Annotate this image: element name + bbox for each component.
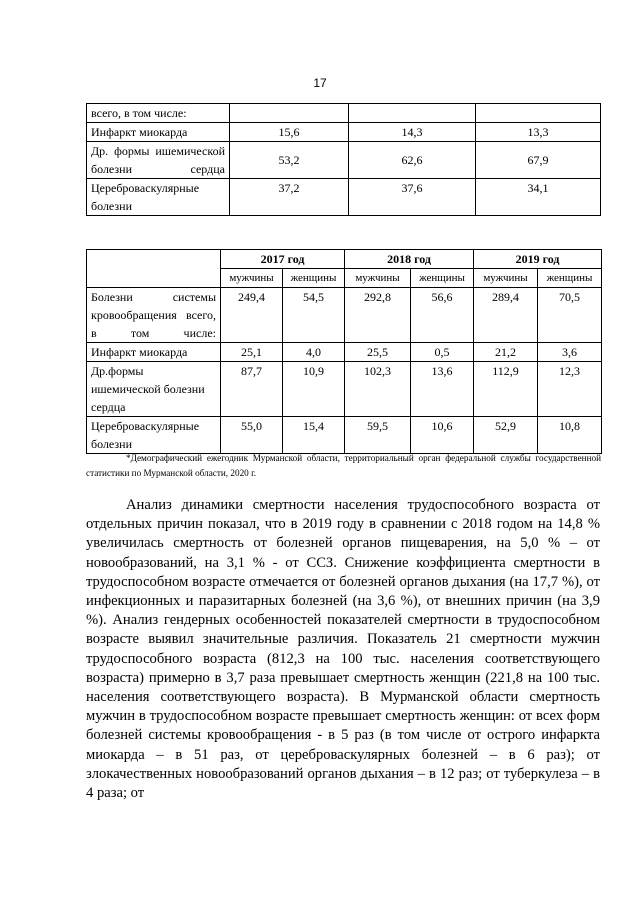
table-cell: 13,3	[476, 123, 601, 142]
sex-header: женщины	[538, 269, 602, 288]
table-cell: 3,6	[538, 343, 602, 362]
mortality-table-top	[86, 103, 601, 216]
table-cell: 59,5	[345, 417, 411, 454]
empty-header-cell	[87, 250, 221, 288]
mortality-table-by-sex	[86, 249, 602, 454]
table-cell: 14,3	[349, 123, 476, 142]
table-row	[87, 362, 602, 417]
table-cell: 10,8	[538, 417, 602, 454]
row-label: всего, в том числе:	[87, 104, 230, 123]
table-cell	[230, 104, 349, 123]
year-header: 2018 год	[345, 250, 474, 269]
sex-header: женщины	[411, 269, 474, 288]
table-cell: 15,6	[230, 123, 349, 142]
table-cell: 53,2	[230, 142, 349, 179]
table-cell: 25,5	[345, 343, 411, 362]
table-row	[87, 288, 602, 343]
row-label: Цереброваскулярные болезни	[87, 417, 221, 454]
table-cell: 10,6	[411, 417, 474, 454]
body-paragraph: Анализ динамики смертности населения трудоспособного возраста от отдельных причин показал, что в 2019 году в сравнении с 2018 годом на 14,8 % увеличилась смертность от болезней органов пищеварения, на 5,0 % – от новообразований, на 3,1 % - от ССЗ. Снижение коэффициента смертности в трудоспособном возрасте отмечается от болезней органов дыхания (на 17,7 %), от инфекционных и паразитарных болезней (на 3,6 %), от внешних причин (на 3,9 %). Анализ гендерных особенностей показателей смертности в трудоспособном возрасте выявил значительные различия. Показатель 21 смертности мужчин трудоспособного возраста (812,3 на 100 тыс. населения соответствующего возраста) примерно в 3,7 раза превышает смертность женщин (221,8 на 100 тыс. населения соответствующего возраста). В Мурманской области смертность мужчин в трудоспособном возрасте превышает смертность женщин: от всех форм болезней системы кровообращения - в 5 раз (в том числе от острого инфаркта миокарда – в 51 раз, от цереброваскулярных болезней – в 6 раз); от злокачественных новообразований органов дыхания – в 12 раз; от туберкулеза – в 4 раза; от	[86, 497, 600, 802]
table-row	[87, 142, 601, 179]
sex-header: мужчины	[345, 269, 411, 288]
table-cell: 15,4	[283, 417, 345, 454]
sex-header: мужчины	[474, 269, 538, 288]
table-cell: 70,5	[538, 288, 602, 343]
table-footnote: *Демографический ежегодник Мурманской области, территориальный орган федеральной службы государственной статистики по Мурманской области, 2020 г.	[86, 453, 601, 478]
year-header-row	[87, 250, 602, 269]
table-cell: 292,8	[345, 288, 411, 343]
table-cell: 56,6	[411, 288, 474, 343]
table-cell: 112,9	[474, 362, 538, 417]
table-cell: 54,5	[283, 288, 345, 343]
table-row	[87, 123, 601, 142]
table-cell: 10,9	[283, 362, 345, 417]
table-cell: 52,9	[474, 417, 538, 454]
table-cell: 67,9	[476, 142, 601, 179]
table-cell	[476, 104, 601, 123]
table-row	[87, 104, 601, 123]
table-row	[87, 179, 601, 216]
row-label: Др. формы ишемической болезни сердца	[87, 142, 230, 179]
table-cell	[349, 104, 476, 123]
table-cell: 0,5	[411, 343, 474, 362]
row-label: Инфаркт миокарда	[87, 123, 230, 142]
year-header: 2017 год	[221, 250, 345, 269]
row-label: Инфаркт миокарда	[87, 343, 221, 362]
sex-header: женщины	[283, 269, 345, 288]
table-cell: 55,0	[221, 417, 283, 454]
table-cell: 37,6	[349, 179, 476, 216]
table-row	[87, 417, 602, 454]
table-cell: 87,7	[221, 362, 283, 417]
table-cell: 13,6	[411, 362, 474, 417]
row-label: Др.формы ишемической болезни сердца	[87, 362, 221, 417]
table-cell: 34,1	[476, 179, 601, 216]
table-row	[87, 343, 602, 362]
table-cell: 4,0	[283, 343, 345, 362]
sex-header: мужчины	[221, 269, 283, 288]
row-label: Цереброваскулярные болезни	[87, 179, 230, 216]
year-header: 2019 год	[474, 250, 602, 269]
table-cell: 102,3	[345, 362, 411, 417]
table-cell: 289,4	[474, 288, 538, 343]
row-label: Болезни системы кровообращения всего, в том числе:	[87, 288, 221, 343]
table-cell: 21,2	[474, 343, 538, 362]
table-cell: 249,4	[221, 288, 283, 343]
page-number: 17	[313, 76, 327, 90]
table-cell: 12,3	[538, 362, 602, 417]
table-cell: 25,1	[221, 343, 283, 362]
table-cell: 62,6	[349, 142, 476, 179]
table-cell: 37,2	[230, 179, 349, 216]
